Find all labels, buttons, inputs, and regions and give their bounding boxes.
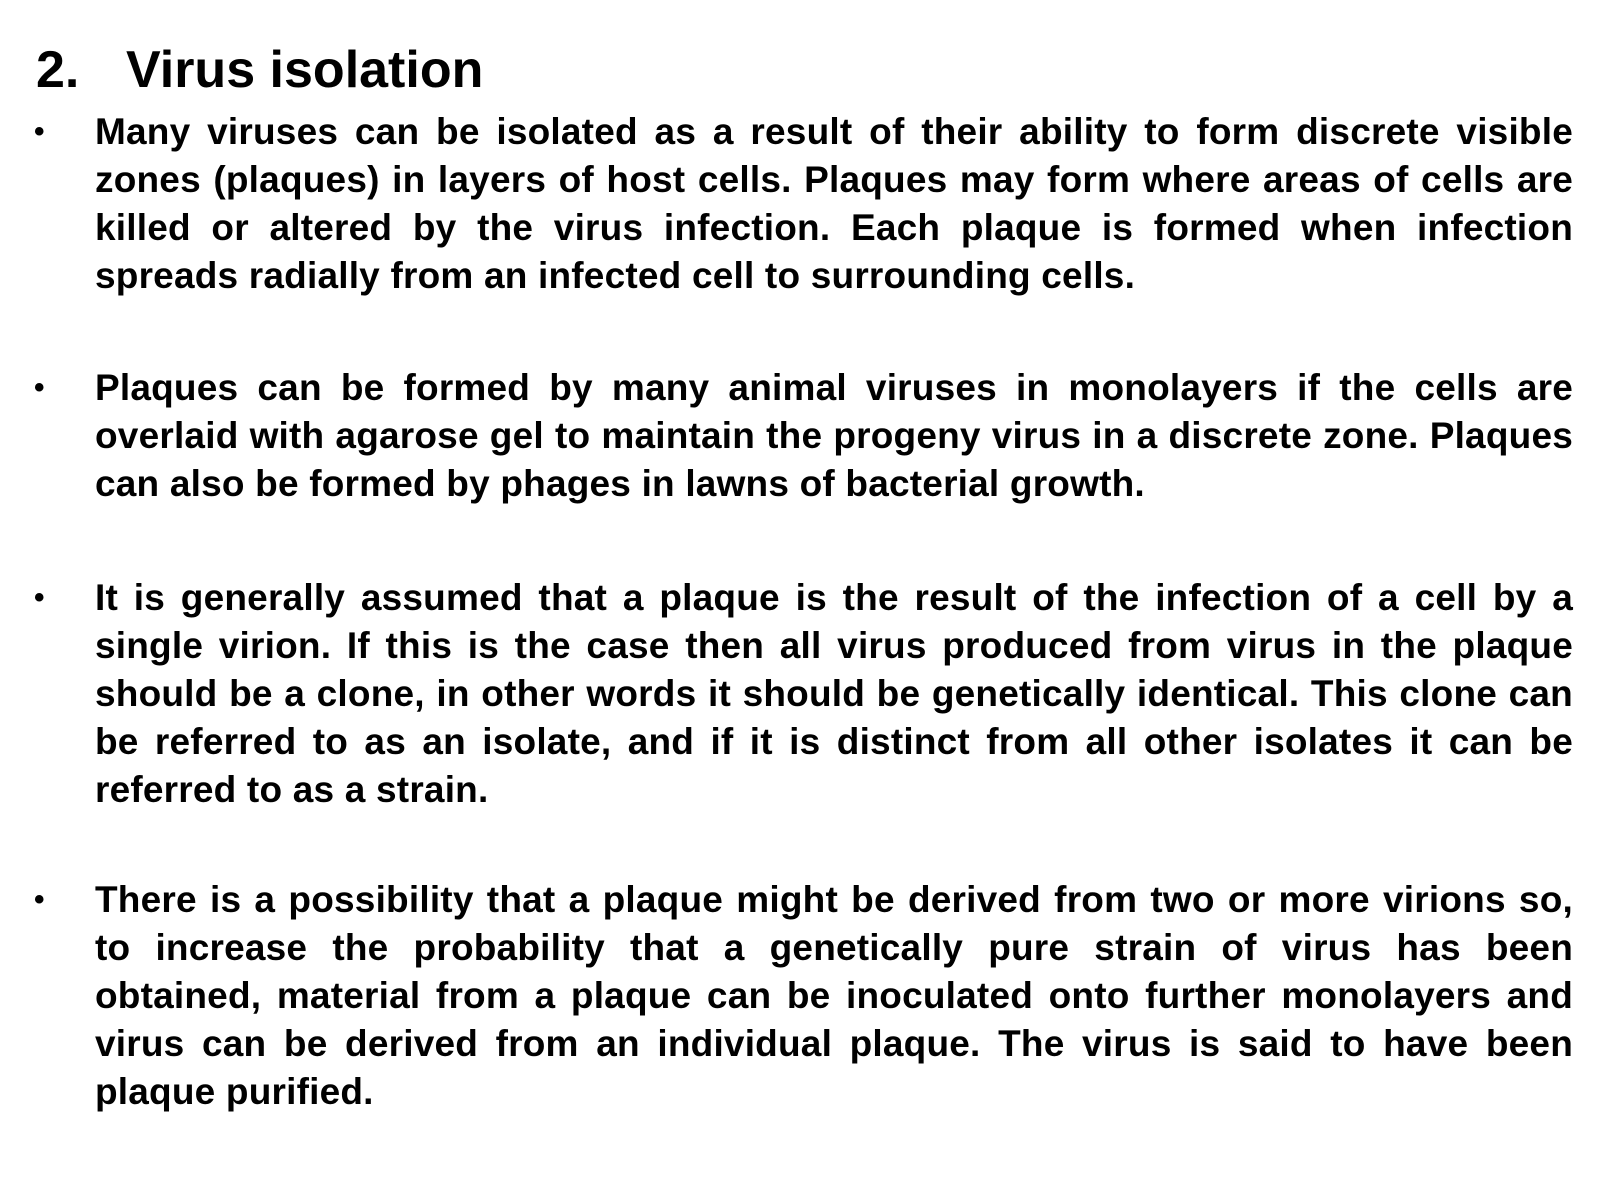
title-text: Virus isolation <box>126 41 484 99</box>
bullet-icon: • <box>34 371 45 404</box>
bullet-icon: • <box>34 883 45 916</box>
bullet-icon: • <box>34 115 45 148</box>
bullet-text: Plaques can be formed by many animal viruses in monolayers if the cells are overlaid with agarose gel to maintain the progeny virus in a discrete zone. Plaques can also be formed by phages in lawns of bacterial growth. <box>95 367 1573 504</box>
bullet-text: There is a possibility that a plaque might be derived from two or more virions so, to increase the probability that a genetically pure strain of virus has been obtained, material from a plaque can be inoculated onto further monolayers and virus can be derived from an individual plaque. The virus is said to have been plaque purified. <box>95 879 1573 1112</box>
bullet-icon: • <box>34 581 45 614</box>
bullet-text: It is generally assumed that a plaque is the result of the infection of a cell by a single virion. If this is the case then all virus produced from virus in the plaque should be a clone, in other words it should be genetically identical. This clone can be referred to as an isolate, and if it is distinct from all other isolates it can be referred to as a strain. <box>95 577 1573 810</box>
bullet-text: Many viruses can be isolated as a result of their ability to form discrete visible zones (plaques) in layers of host cells. Plaques may form where areas of cells are killed or altered by the virus infection. Each plaque is formed when infection spreads radially from an infected cell to surrounding cells. <box>95 111 1573 296</box>
title-number: 2. <box>36 41 80 99</box>
